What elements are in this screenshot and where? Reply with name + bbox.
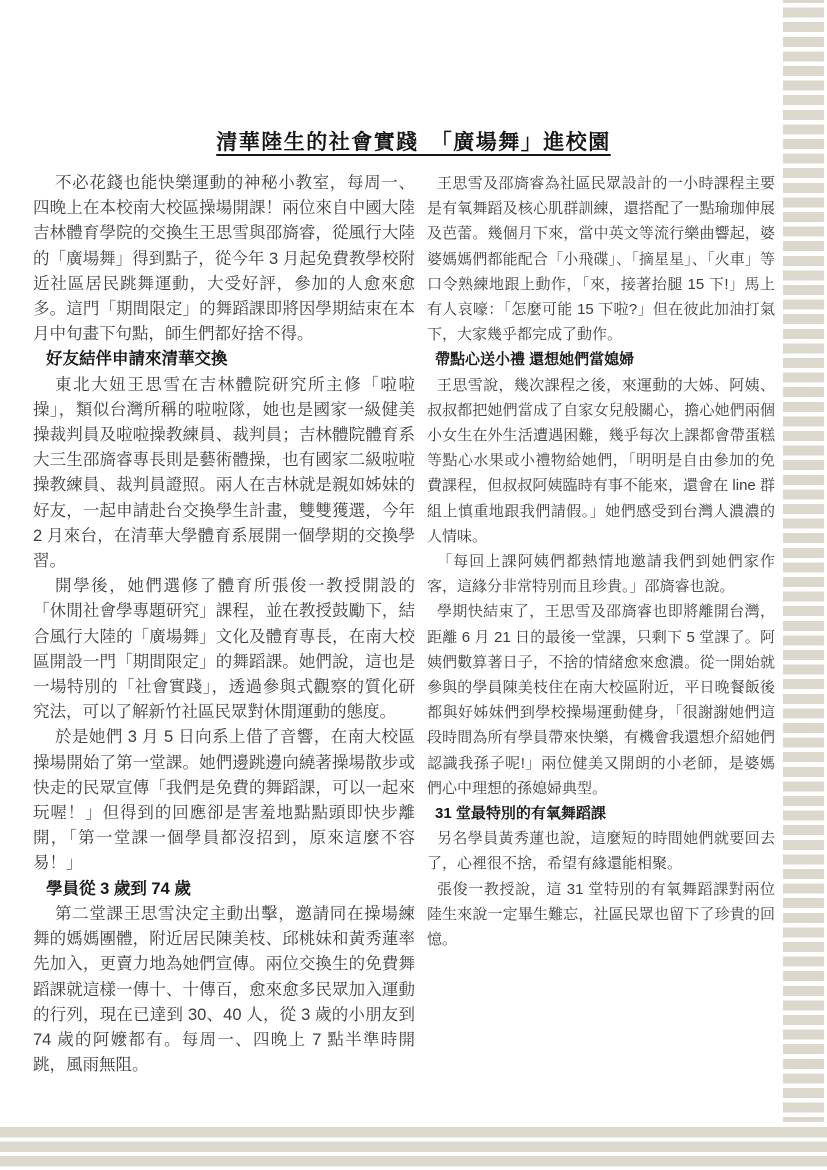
- article-title-text: 清華陸生的社會實踐 「廣場舞」進校園: [216, 129, 611, 154]
- section-heading: 帶點心送小禮 還想她們當媳婦: [435, 351, 635, 369]
- article-paragraph: 第二堂課王思雪決定主動出擊，邀請同在操場練舞的媽媽團體，附近居民陳美枝、邱桃妹和黃秀蓮率先加入，更賣力地為她們宣傳。兩位交換生的免費舞蹈課就這樣一傳十、十傳百，愈來愈多民眾加入運動的行列，現在已達到 30、40 人，從 3 歲的小朋友到 74 歲的阿嬤都有。每周一、四晚上 7 點半準時開跳，風雨無阻。: [33, 904, 415, 1075]
- section-heading: 好友結伴申請來清華交換: [46, 350, 228, 369]
- right-edge-stripe-decoration: [783, 0, 824, 1122]
- left-column: [33, 171, 415, 1078]
- article-paragraph: 不必花錢也能快樂運動的神秘小教室，每周一、四晚上在本校南大校區操場開課！兩位來自中國大陸吉林體育學院的交換生王思雪與邵旖睿，從風行大陸的「廣場舞」得到點子，從今年 3 月起免費教學校附近社區居民跳舞運動，大受好評，參加的人愈來愈多。這門「期間限定」的舞蹈課即將因學期結束在本月中旬畫下句點，師生們都好捨不得。: [33, 174, 415, 344]
- article-paragraph: 另名學員黃秀蓮也說，這麼短的時間她們就要回去了，心裡很不捨，希望有緣還能相聚。: [427, 830, 775, 873]
- article-title: [0, 126, 827, 156]
- right-column: [427, 171, 775, 952]
- article-paragraph: 張俊一教授說，這 31 堂特別的有氧舞蹈課對兩位陸生來說一定畢生難忘，社區民眾也留下了珍貴的回憶。: [427, 880, 775, 949]
- article-paragraph: 王思雪及邵旖睿為社區民眾設計的一小時課程主要是有氧舞蹈及核心肌群訓練，還搭配了一點瑜珈伸展及芭蕾。幾個月下來，當中英文等流行樂曲響起，婆婆媽媽們都能配合「小飛碟」、「摘星星」、「火車」等口令熟練地跟上動作，「來，接著抬腿 15 下!」馬上有人哀嚎：「怎麼可能 15 下啦?」但在彼此加油打氣下，大家幾乎都完成了動作。: [427, 175, 775, 344]
- article-paragraph: 「每回上課阿姨們都熱情地邀請我們到她們家作客，這緣分非常特別而且珍貴。」邵旖睿也說。: [427, 553, 775, 596]
- article-paragraph: 東北大妞王思雪在吉林體院研究所主修「啦啦操」，類似台灣所稱的啦啦隊，她也是國家一級健美操裁判員及啦啦操教練員、裁判員；吉林體院體育系大三生邵旖睿專長則是藝術體操，也有國家二級啦啦操教練員、裁判員證照。兩人在吉林就是親如姊妹的好友，一起申請赴台交換學生計畫，雙雙獲選，今年 2 月來台，在清華大學體育系展開一個學期的交換學習。: [33, 375, 415, 571]
- bottom-edge-stripe-decoration: [0, 1127, 827, 1167]
- article-paragraph: 學期快結束了，王思雪及邵旖睿也即將離開台灣，距離 6 月 21 日的最後一堂課，只剩下 5 堂課了。阿姨們數算著日子，不捨的情緒愈來愈濃。從一開始就參與的學員陳美枝住在南大校區附近，平日晚餐飯後都與好姊妹們到學校操場運動健身，「很謝謝她們這段時間為所有學員帶來快樂，有機會我還想介紹她們認識我孫子呢!」兩位健美又開朗的小老師，是婆媽們心中理想的孫媳婦典型。: [427, 603, 775, 797]
- article-paragraph: 開學後，她們選修了體育所張俊一教授開設的「休閒社會學專題研究」課程，並在教授鼓勵下，結合風行大陸的「廣場舞」文化及體育專長，在南大校區開設一門「期間限定」的舞蹈課。她們說，這也是一場特別的「社會實踐」，透過參與式觀察的質化研究法，可以了解新竹社區民眾對休閒運動的態度。: [33, 577, 415, 722]
- article-paragraph: 於是她們 3 月 5 日向系上借了音響，在南大校區操場開始了第一堂課。她們邊跳邊向繞著操場散步或快走的民眾宣傳「我們是免費的舞蹈課，可以一起來玩喔！」但得到的回應卻是害羞地點點頭即快步離開，「第一堂課一個學員都沒招到，原來這麼不容易！」: [33, 728, 415, 873]
- section-heading: 學員從 3 歲到 74 歲: [46, 879, 191, 898]
- article-paragraph: 王思雪說，幾次課程之後，來運動的大姊、阿姨、叔叔都把她們當成了自家女兒般關心，擔心她們兩個小女生在外生活遭遇困難，幾乎每次上課都會帶蛋糕等點心水果或小禮物給她們，「明明是自由參加的免費課程，但叔叔阿姨臨時有事不能來，還會在 line 群組上慎重地跟我們請假。」她們感受到台灣人濃濃的人情味。: [427, 376, 775, 545]
- section-heading: 31 堂最特別的有氧舞蹈課: [435, 805, 606, 823]
